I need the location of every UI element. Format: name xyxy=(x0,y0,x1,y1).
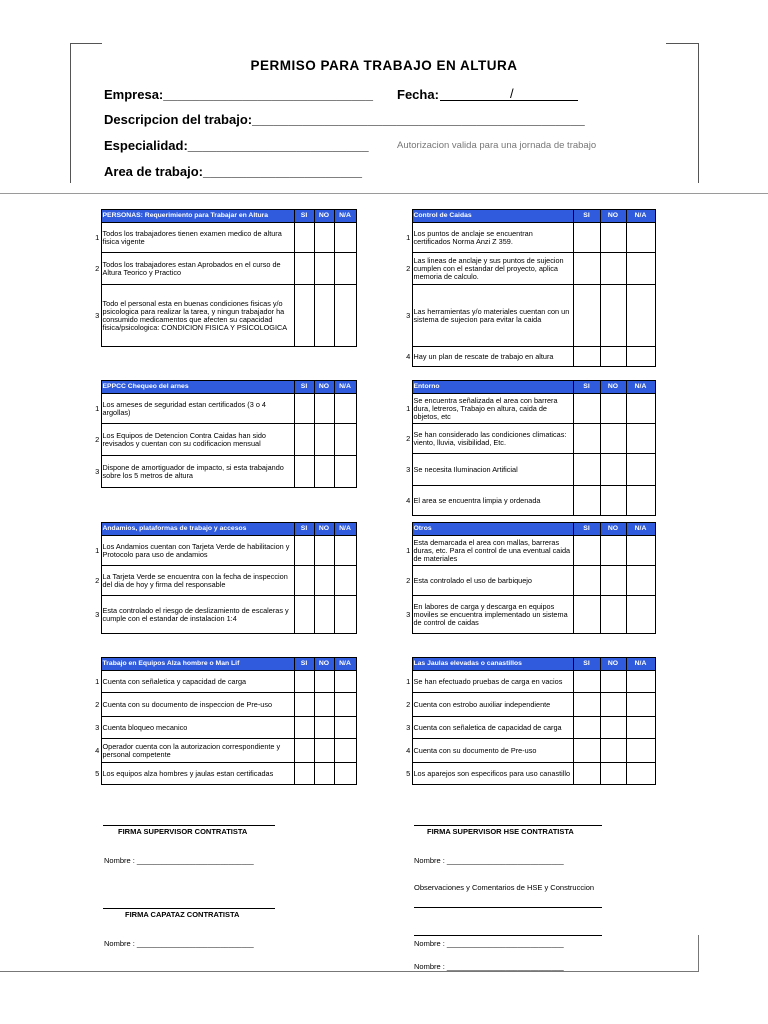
col-na: N/A xyxy=(334,658,356,671)
section-title: Andamios, plataformas de trabajo y accesos xyxy=(101,523,294,536)
check-item: Se han efectuado pruebas de carga en vacios xyxy=(412,671,573,693)
check-no[interactable] xyxy=(600,285,626,347)
check-si[interactable] xyxy=(294,717,314,739)
check-si[interactable] xyxy=(294,285,314,347)
area-field[interactable]: Area de trabajo:______________________ xyxy=(104,164,363,179)
col-si: SI xyxy=(294,523,314,536)
col-no: NO xyxy=(314,210,334,223)
check-si[interactable] xyxy=(294,223,314,253)
col-na: N/A xyxy=(626,381,655,394)
check-no[interactable] xyxy=(314,424,334,456)
page-separator xyxy=(0,193,768,194)
check-si[interactable] xyxy=(573,424,600,454)
col-no: NO xyxy=(314,523,334,536)
check-item: Cuenta con señaletica y capacidad de carga xyxy=(101,671,294,693)
check-no[interactable] xyxy=(600,223,626,253)
check-item: La Tarjeta Verde se encuentra con la fecha de inspeccion del dia de hoy y firma del responsable xyxy=(101,566,294,596)
check-item: Los arneses de seguridad estan certificados (3 o 4 argollas) xyxy=(101,394,294,424)
check-na[interactable] xyxy=(626,253,655,285)
row-number: 3 xyxy=(95,609,100,619)
observaciones-label: Observaciones y Comentarios de HSE y Construccion xyxy=(414,883,595,892)
col-si: SI xyxy=(294,658,314,671)
check-no[interactable] xyxy=(600,717,626,739)
bottom-border xyxy=(698,935,699,972)
fecha-field[interactable] xyxy=(440,100,578,101)
row-number: 3 xyxy=(95,466,100,476)
check-no[interactable] xyxy=(314,763,334,785)
check-no[interactable] xyxy=(314,253,334,285)
nombre-field-hse-2[interactable]: Nombre : ____________________________ xyxy=(414,939,564,948)
col-no: NO xyxy=(600,658,626,671)
check-item: Cuenta con su documento de inspeccion de Pre-uso xyxy=(101,693,294,717)
check-no[interactable] xyxy=(600,253,626,285)
check-si[interactable] xyxy=(573,671,600,693)
check-na[interactable] xyxy=(334,424,356,456)
check-si[interactable] xyxy=(573,347,600,367)
row-number: 1 xyxy=(95,232,100,242)
check-item: Se necesita Iluminacion Artificial xyxy=(412,454,573,486)
check-na[interactable] xyxy=(626,763,655,785)
check-item: Todo el personal esta en buenas condiciones fisicas y/o psicologica para realizar la tarea, y ningun trabajador ha consumido medicamentos que afecten su capacidad fisica/psicologica: CONDICION FISICA Y PSICOLOGICA xyxy=(101,285,294,347)
eppcc-table xyxy=(94,380,357,488)
check-no[interactable] xyxy=(600,424,626,454)
check-item: Se han considerado las condiciones climaticas: viento, lluvia, visibilidad, Etc. xyxy=(412,424,573,454)
check-si[interactable] xyxy=(294,693,314,717)
check-si[interactable] xyxy=(573,253,600,285)
section-title: EPPCC Chequeo del arnes xyxy=(101,381,294,394)
check-item: En labores de carga y descarga en equipos moviles se encuentra implementado un sistema de control de caidas xyxy=(412,596,573,634)
row-number: 2 xyxy=(95,263,100,273)
col-no: NO xyxy=(314,381,334,394)
col-na: N/A xyxy=(626,210,655,223)
check-si[interactable] xyxy=(573,486,600,516)
equipos-table xyxy=(94,657,357,785)
check-no[interactable] xyxy=(314,285,334,347)
check-item: El area se encuentra limpia y ordenada xyxy=(412,486,573,516)
signature-line-capataz[interactable] xyxy=(103,908,275,909)
section-title: PERSONAS: Requerimiento para Trabajar en Altura xyxy=(101,210,294,223)
row-number: 2 xyxy=(95,699,100,709)
check-na[interactable] xyxy=(334,693,356,717)
col-no: NO xyxy=(600,523,626,536)
row-number: 3 xyxy=(406,310,411,320)
section-title: Control de Caidas xyxy=(412,210,573,223)
check-no[interactable] xyxy=(314,693,334,717)
section-title: Las Jaulas elevadas o canastillos xyxy=(412,658,573,671)
signature-label-capataz: FIRMA CAPATAZ CONTRATISTA xyxy=(125,910,240,919)
section-title: Entorno xyxy=(412,381,573,394)
check-item: Los Equipos de Detencion Contra Caidas han sido revisados y cuentan con su codificacion mensual xyxy=(101,424,294,456)
col-no: NO xyxy=(600,210,626,223)
row-number: 2 xyxy=(406,575,411,585)
check-na[interactable] xyxy=(626,454,655,486)
check-item: Todos los trabajadores tienen examen medico de altura fisica vigente xyxy=(101,223,294,253)
descripcion-field[interactable]: Descripcion del trabajo:______________________________________________ xyxy=(104,112,585,127)
page-title: PERMISO PARA TRABAJO EN ALTURA xyxy=(250,58,518,73)
check-na[interactable] xyxy=(626,394,655,424)
check-si[interactable] xyxy=(573,693,600,717)
corner-mark xyxy=(70,43,102,44)
check-no[interactable] xyxy=(600,596,626,634)
check-no[interactable] xyxy=(600,693,626,717)
row-number: 3 xyxy=(95,310,100,320)
observaciones-line[interactable] xyxy=(414,907,602,908)
row-number: 1 xyxy=(406,545,411,555)
caidas-table xyxy=(405,209,656,367)
check-no[interactable] xyxy=(314,536,334,566)
check-no[interactable] xyxy=(314,566,334,596)
check-na[interactable] xyxy=(626,671,655,693)
check-item: Los puntos de anclaje se encuentran certificados Norma Anzi Z 359. xyxy=(412,223,573,253)
check-si[interactable] xyxy=(294,536,314,566)
row-number: 2 xyxy=(95,575,100,585)
check-si[interactable] xyxy=(573,394,600,424)
check-no[interactable] xyxy=(600,454,626,486)
check-si[interactable] xyxy=(294,424,314,456)
check-na[interactable] xyxy=(626,739,655,763)
check-si[interactable] xyxy=(573,739,600,763)
row-number: 1 xyxy=(95,403,100,413)
check-na[interactable] xyxy=(626,424,655,454)
empresa-field[interactable]: Empresa:_____________________________ xyxy=(104,87,373,102)
check-no[interactable] xyxy=(314,596,334,634)
check-na[interactable] xyxy=(626,223,655,253)
check-item: Las lineas de anclaje y sus puntos de sujecion cumplen con el estandar del proyecto, aplica memoria de calculo. xyxy=(412,253,573,285)
check-item: Esta demarcada el area con mallas, barreras duras, etc. Para el control de una eventual caida de materiales xyxy=(412,536,573,566)
check-na[interactable] xyxy=(334,763,356,785)
check-si[interactable] xyxy=(294,394,314,424)
check-na[interactable] xyxy=(626,693,655,717)
section-title: Otros xyxy=(412,523,573,536)
col-na: N/A xyxy=(334,523,356,536)
check-item: Esta controlado el riesgo de deslizamiento de escaleras y cumple con el estandar de instalacion 1:4 xyxy=(101,596,294,634)
check-no[interactable] xyxy=(314,223,334,253)
nombre-field-supervisor[interactable]: Nombre : ____________________________ xyxy=(104,856,254,865)
col-na: N/A xyxy=(626,658,655,671)
check-no[interactable] xyxy=(600,394,626,424)
check-na[interactable] xyxy=(334,456,356,488)
row-number: 1 xyxy=(95,676,100,686)
check-item: Cuenta bloqueo mecanico xyxy=(101,717,294,739)
col-si: SI xyxy=(573,523,600,536)
col-si: SI xyxy=(573,210,600,223)
check-no[interactable] xyxy=(314,456,334,488)
check-si[interactable] xyxy=(573,285,600,347)
row-number: 5 xyxy=(406,768,411,778)
check-item: Se encuentra señalizada el area con barrera dura, letreros, Trabajo en altura, caida de objetos, etc xyxy=(412,394,573,424)
row-number: 3 xyxy=(95,722,100,732)
row-number: 1 xyxy=(95,545,100,555)
col-na: N/A xyxy=(334,381,356,394)
check-na[interactable] xyxy=(626,596,655,634)
row-number: 1 xyxy=(406,232,411,242)
check-item: Hay un plan de rescate de trabajo en altura xyxy=(412,347,573,367)
andamios-table xyxy=(94,522,357,634)
row-number: 4 xyxy=(406,495,411,505)
check-item: Cuenta con su documento de Pre-uso xyxy=(412,739,573,763)
validity-note: Autorizacion valida para una jornada de trabajo xyxy=(397,140,597,151)
nombre-field-hse[interactable]: Nombre : ____________________________ xyxy=(414,856,564,865)
row-number: 3 xyxy=(406,464,411,474)
check-si[interactable] xyxy=(294,456,314,488)
check-si[interactable] xyxy=(573,717,600,739)
check-item: Cuenta con señaletica de capacidad de carga xyxy=(412,717,573,739)
check-na[interactable] xyxy=(334,717,356,739)
check-na[interactable] xyxy=(626,536,655,566)
row-number: 3 xyxy=(406,722,411,732)
check-na[interactable] xyxy=(626,486,655,516)
row-number: 3 xyxy=(406,609,411,619)
check-no[interactable] xyxy=(600,536,626,566)
check-na[interactable] xyxy=(334,253,356,285)
row-number: 2 xyxy=(406,433,411,443)
signature-line-hse[interactable] xyxy=(414,825,602,826)
check-si[interactable] xyxy=(573,596,600,634)
check-no[interactable] xyxy=(314,739,334,763)
check-na[interactable] xyxy=(334,394,356,424)
check-item: Dispone de amortiguador de impacto, si esta trabajando sobre los 5 metros de altura xyxy=(101,456,294,488)
check-na[interactable] xyxy=(334,566,356,596)
check-item: Operador cuenta con la autorizacion correspondiente y personal competente xyxy=(101,739,294,763)
check-no[interactable] xyxy=(600,566,626,596)
check-na[interactable] xyxy=(334,739,356,763)
check-no[interactable] xyxy=(600,347,626,367)
signature-line-supervisor[interactable] xyxy=(103,825,275,826)
check-na[interactable] xyxy=(334,596,356,634)
col-si: SI xyxy=(573,658,600,671)
col-no: NO xyxy=(600,381,626,394)
check-na[interactable] xyxy=(626,285,655,347)
check-no[interactable] xyxy=(314,394,334,424)
check-si[interactable] xyxy=(573,536,600,566)
jaulas-table xyxy=(405,657,656,785)
check-na[interactable] xyxy=(334,285,356,347)
signature-label-supervisor: FIRMA SUPERVISOR CONTRATISTA xyxy=(118,827,248,836)
check-no[interactable] xyxy=(600,763,626,785)
row-number: 2 xyxy=(406,699,411,709)
especialidad-field[interactable]: Especialidad:_________________________ xyxy=(104,138,369,153)
col-na: N/A xyxy=(334,210,356,223)
check-no[interactable] xyxy=(314,717,334,739)
nombre-field-hse-3[interactable]: Nombre : ____________________________ xyxy=(414,962,564,971)
check-item: Los aparejos son especificos para uso canastillo xyxy=(412,763,573,785)
corner-mark xyxy=(666,43,698,44)
col-no: NO xyxy=(314,658,334,671)
row-number: 1 xyxy=(406,676,411,686)
row-number: 2 xyxy=(406,263,411,273)
section-title: Trabajo en Equipos Alza hombre o Man Lif xyxy=(101,658,294,671)
check-item: Esta controlado el uso de barbiquejo xyxy=(412,566,573,596)
personas-table xyxy=(94,209,357,347)
col-na: N/A xyxy=(626,523,655,536)
row-number: 5 xyxy=(95,768,100,778)
fecha-slash: / xyxy=(510,86,514,101)
check-no[interactable] xyxy=(600,486,626,516)
row-number: 4 xyxy=(406,351,411,361)
entorno-table xyxy=(405,380,656,516)
check-no[interactable] xyxy=(600,671,626,693)
check-si[interactable] xyxy=(294,596,314,634)
row-number: 4 xyxy=(95,745,100,755)
check-si[interactable] xyxy=(294,763,314,785)
check-no[interactable] xyxy=(314,671,334,693)
check-item: Cuenta con estrobo auxiliar independiente xyxy=(412,693,573,717)
check-na[interactable] xyxy=(334,223,356,253)
check-si[interactable] xyxy=(573,223,600,253)
check-na[interactable] xyxy=(334,671,356,693)
nombre-field-capataz[interactable]: Nombre : ____________________________ xyxy=(104,939,254,948)
check-na[interactable] xyxy=(334,536,356,566)
check-item: Todos los trabajadores estan Aprobados en el curso de Altura Teorico y Practico xyxy=(101,253,294,285)
row-number: 2 xyxy=(95,434,100,444)
check-si[interactable] xyxy=(573,454,600,486)
check-item: Los equipos alza hombres y jaulas estan certificadas xyxy=(101,763,294,785)
check-na[interactable] xyxy=(626,717,655,739)
signature-label-hse: FIRMA SUPERVISOR HSE CONTRATISTA xyxy=(427,827,574,836)
check-si[interactable] xyxy=(573,566,600,596)
observaciones-line[interactable] xyxy=(414,935,602,936)
check-si[interactable] xyxy=(294,253,314,285)
row-number: 4 xyxy=(406,745,411,755)
col-si: SI xyxy=(294,210,314,223)
fecha-label: Fecha: xyxy=(397,87,439,102)
check-na[interactable] xyxy=(626,566,655,596)
col-si: SI xyxy=(294,381,314,394)
check-item: Los Andamios cuentan con Tarjeta Verde de habilitacion y Protocolo para uso de andamios xyxy=(101,536,294,566)
check-no[interactable] xyxy=(600,739,626,763)
otros-table xyxy=(405,522,656,634)
check-si[interactable] xyxy=(294,671,314,693)
check-si[interactable] xyxy=(294,739,314,763)
check-item: Las herramientas y/o materiales cuentan con un sistema de sujecion para evitar la caida xyxy=(412,285,573,347)
bottom-border xyxy=(0,971,698,972)
row-number: 1 xyxy=(406,403,411,413)
check-na[interactable] xyxy=(626,347,655,367)
col-si: SI xyxy=(573,381,600,394)
check-si[interactable] xyxy=(294,566,314,596)
check-si[interactable] xyxy=(573,763,600,785)
